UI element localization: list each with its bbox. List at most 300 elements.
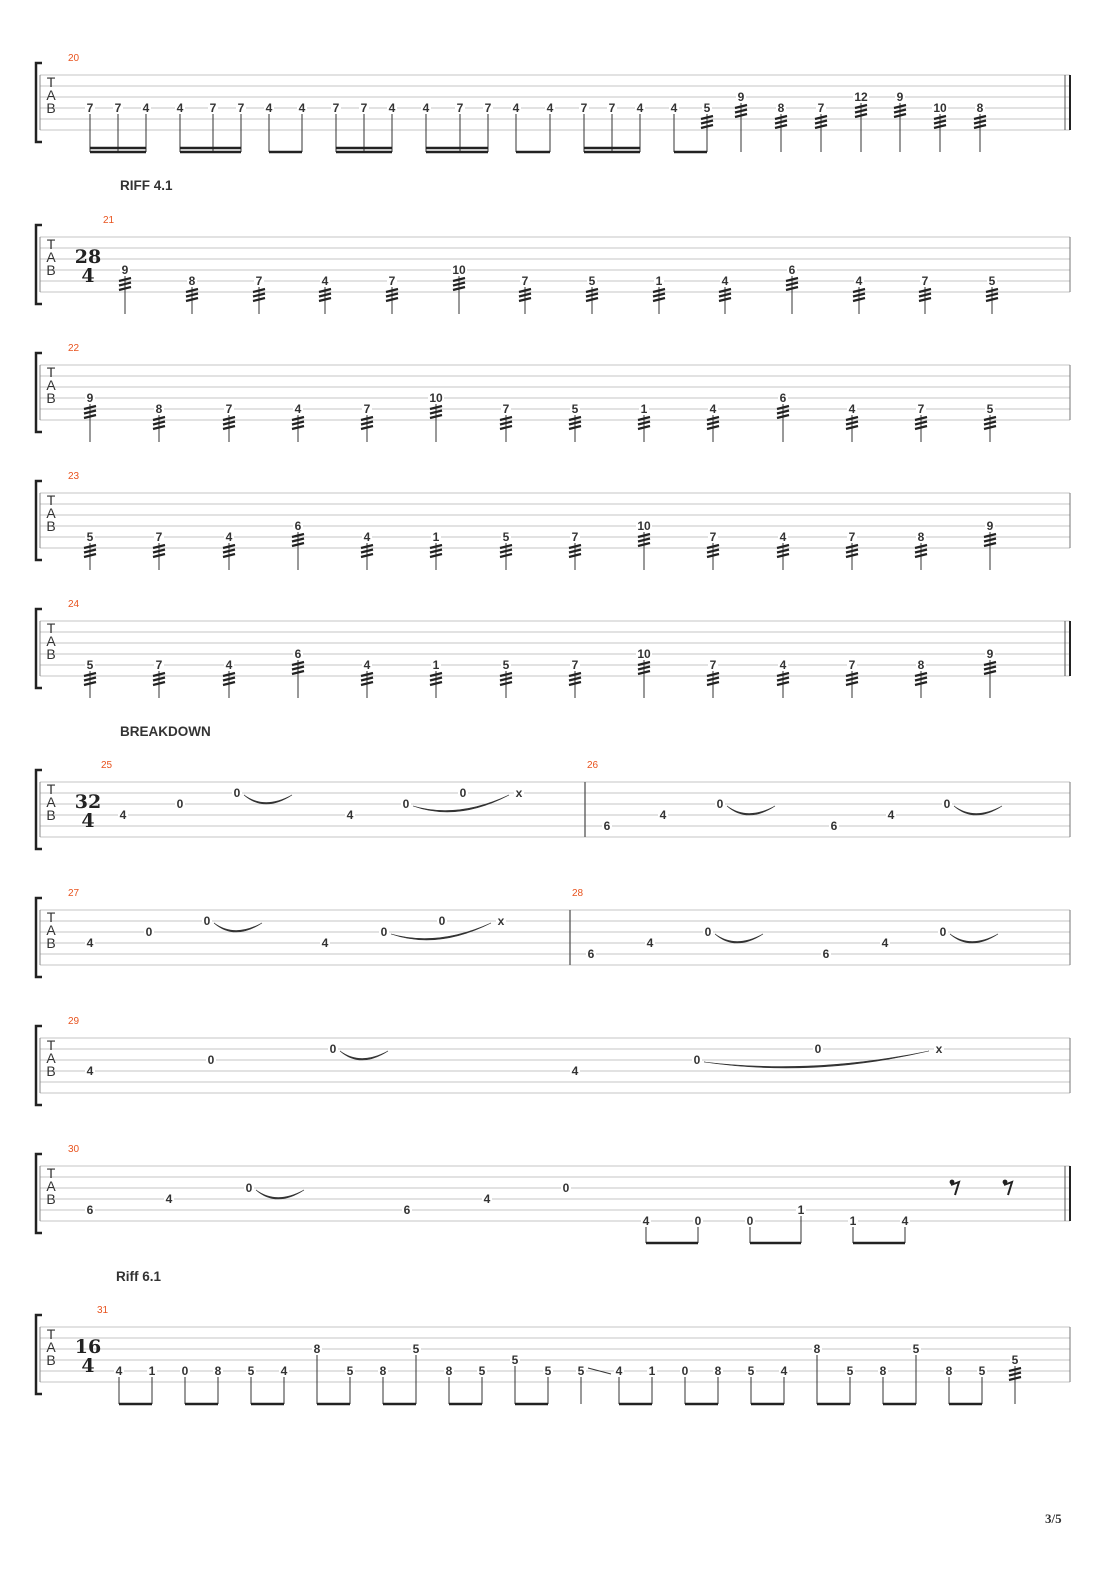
fret-number: 8 <box>917 658 925 672</box>
measure-number: 29 <box>68 1016 80 1027</box>
eighth-rest-icon <box>1003 1180 1012 1195</box>
tremolo-slash <box>361 682 373 685</box>
fret-number: 6 <box>294 647 302 661</box>
tremolo-slash <box>894 114 906 117</box>
tremolo-slash <box>853 294 865 297</box>
tremolo-slash <box>430 682 442 685</box>
fret-number: 1 <box>432 658 440 672</box>
fret-number: 4 <box>225 658 233 672</box>
tremolo-slash <box>569 422 581 425</box>
fret-number: 6 <box>822 947 830 961</box>
tab-clef-letter: A <box>46 1050 56 1066</box>
tremolo-slash <box>430 678 442 681</box>
fret-number: 7 <box>255 274 263 288</box>
tremolo-slash <box>453 283 465 286</box>
tremolo-slash <box>361 422 373 425</box>
time-signature-bottom: 4 <box>81 1355 95 1377</box>
tremolo-slash <box>915 426 927 429</box>
tremolo-slash <box>1009 1373 1021 1376</box>
tremolo-slash <box>701 121 713 124</box>
tremolo-slash <box>855 114 867 117</box>
fret-number: 7 <box>817 101 825 115</box>
fret-number: 6 <box>603 819 611 833</box>
section-label: Riff 6.1 <box>116 1269 162 1284</box>
tab-clef-letter: T <box>46 364 56 380</box>
tremolo-slash <box>638 671 650 674</box>
tremolo-slash <box>119 287 131 290</box>
tremolo-slash <box>735 114 747 117</box>
tremolo-slash <box>223 682 235 685</box>
fret-number: 0 <box>939 925 947 939</box>
tab-clef-letter: T <box>46 909 56 925</box>
tremolo-slash <box>986 298 998 301</box>
fret-number: 6 <box>779 391 787 405</box>
tab-clef-letter: T <box>46 1326 56 1342</box>
tremolo-slash <box>253 298 265 301</box>
tremolo-slash <box>292 543 304 546</box>
tremolo-slash <box>569 678 581 681</box>
fret-number: 6 <box>788 263 796 277</box>
tremolo-slash <box>777 411 789 414</box>
tremolo-slash <box>186 294 198 297</box>
tremolo-slash <box>361 426 373 429</box>
fret-number: 4 <box>780 1364 788 1378</box>
tab-system <box>36 53 1070 152</box>
tremolo-slash <box>707 422 719 425</box>
fret-number: 8 <box>917 530 925 544</box>
tremolo-slash <box>223 554 235 557</box>
tremolo-slash <box>915 682 927 685</box>
tremolo-slash <box>915 422 927 425</box>
fret-number: 5 <box>1011 1353 1019 1367</box>
tremolo-slash <box>119 283 131 286</box>
tremolo-slash <box>153 422 165 425</box>
tremolo-slash <box>974 125 986 128</box>
tremolo-slash <box>500 422 512 425</box>
tab-clef-letter: T <box>46 236 56 252</box>
tremolo-slash <box>984 667 996 670</box>
tremolo-slash <box>719 294 731 297</box>
tremolo-slash <box>915 554 927 557</box>
fret-number: 4 <box>119 808 127 822</box>
fret-number: 4 <box>176 101 184 115</box>
fret-number: 5 <box>988 274 996 288</box>
fret-number: 7 <box>155 658 163 672</box>
tremolo-slash <box>569 554 581 557</box>
fret-number: 5 <box>986 402 994 416</box>
tremolo-slash <box>894 110 906 113</box>
fret-number: 4 <box>280 1364 288 1378</box>
time-signature-top: 32 <box>74 791 102 813</box>
measure-number: 27 <box>68 888 80 899</box>
tremolo-slash <box>430 550 442 553</box>
tab-system <box>36 724 1070 849</box>
measure-number: 22 <box>68 343 80 354</box>
tremolo-slash <box>569 426 581 429</box>
section-label: BREAKDOWN <box>120 724 211 739</box>
fret-number: 7 <box>709 530 717 544</box>
time-signature-bottom: 4 <box>81 810 95 832</box>
fret-number: 7 <box>709 658 717 672</box>
tab-system <box>36 178 1070 314</box>
fret-number: 4 <box>115 1364 123 1378</box>
fret-number: 7 <box>521 274 529 288</box>
fret-number: 1 <box>640 402 648 416</box>
fret-number: 7 <box>225 402 233 416</box>
tremolo-slash <box>786 287 798 290</box>
tremolo-slash <box>519 298 531 301</box>
fret-number: 4 <box>86 1064 94 1078</box>
tremolo-slash <box>984 543 996 546</box>
tremolo-slash <box>815 121 827 124</box>
tremolo-slash <box>586 294 598 297</box>
tie-curve <box>214 923 262 932</box>
fret-number: 6 <box>587 947 595 961</box>
fret-number: 4 <box>363 530 371 544</box>
fret-number: 1 <box>648 1364 656 1378</box>
fret-number: 10 <box>637 647 651 661</box>
tab-system <box>36 599 1070 698</box>
fret-number: 8 <box>945 1364 953 1378</box>
tab-clef-letter: B <box>46 1063 56 1079</box>
tremolo-slash <box>319 294 331 297</box>
fret-number: 7 <box>848 530 856 544</box>
fret-number: 7 <box>608 101 616 115</box>
fret-number: 4 <box>142 101 150 115</box>
tremolo-slash <box>586 298 598 301</box>
tremolo-slash <box>1009 1377 1021 1380</box>
tab-clef-letter: T <box>46 1037 56 1053</box>
tremolo-slash <box>707 550 719 553</box>
fret-number: 5 <box>703 101 711 115</box>
tab-clef-letter: B <box>46 262 56 278</box>
fret-number: 0 <box>716 797 724 811</box>
fret-number: 4 <box>512 101 520 115</box>
fret-number: 4 <box>659 808 667 822</box>
fret-number: 8 <box>813 1342 821 1356</box>
fret-number: 8 <box>777 101 785 115</box>
tremolo-slash <box>638 543 650 546</box>
eighth-rest-icon <box>950 1180 959 1195</box>
time-signature-top: 28 <box>74 246 102 268</box>
tab-clef-letter: B <box>46 1352 56 1368</box>
fret-number: 9 <box>121 263 129 277</box>
tab-clef-letter: A <box>46 1178 56 1194</box>
tremolo-slash <box>430 411 442 414</box>
fret-number: 4 <box>779 530 787 544</box>
tremolo-slash <box>846 422 858 425</box>
fret-number: 6 <box>294 519 302 533</box>
tab-clef-letter: A <box>46 1339 56 1355</box>
fret-number: 4 <box>388 101 396 115</box>
fret-number: 0 <box>329 1042 337 1056</box>
fret-number: 4 <box>670 101 678 115</box>
fret-number: 7 <box>580 101 588 115</box>
fret-number: 10 <box>429 391 443 405</box>
fret-number: 9 <box>986 519 994 533</box>
fret-number: 4 <box>881 936 889 950</box>
fret-number: 4 <box>721 274 729 288</box>
fret-number: 4 <box>165 1192 173 1206</box>
fret-number: 0 <box>943 797 951 811</box>
fret-number: 4 <box>855 274 863 288</box>
tremolo-slash <box>707 678 719 681</box>
tab-clef-letter: B <box>46 1191 56 1207</box>
tremolo-slash <box>638 667 650 670</box>
tab-clef-letter: A <box>46 87 56 103</box>
tremolo-slash <box>386 294 398 297</box>
fret-number: 0 <box>681 1364 689 1378</box>
fret-number: 4 <box>646 936 654 950</box>
tremolo-slash <box>775 121 787 124</box>
fret-number: 5 <box>502 530 510 544</box>
tremolo-slash <box>984 426 996 429</box>
tie-curve <box>950 934 998 943</box>
tremolo-slash <box>915 550 927 553</box>
fret-number: 4 <box>709 402 717 416</box>
fret-number: 8 <box>976 101 984 115</box>
fret-number: 0 <box>402 797 410 811</box>
fret-number: x <box>497 914 505 928</box>
fret-number: 4 <box>294 402 302 416</box>
page-number: 3/5 <box>1045 1511 1062 1526</box>
tremolo-slash <box>984 671 996 674</box>
tremolo-slash <box>719 298 731 301</box>
tremolo-slash <box>223 678 235 681</box>
tremolo-slash <box>153 550 165 553</box>
tremolo-slash <box>84 415 96 418</box>
fret-number: 0 <box>145 925 153 939</box>
fret-number: 5 <box>912 1342 920 1356</box>
tremolo-slash <box>653 298 665 301</box>
tremolo-slash <box>253 294 265 297</box>
tremolo-slash <box>707 426 719 429</box>
fret-number: 4 <box>86 936 94 950</box>
fret-number: 7 <box>86 101 94 115</box>
fret-number: 9 <box>986 647 994 661</box>
tremolo-slash <box>84 554 96 557</box>
tremolo-slash <box>974 121 986 124</box>
fret-number: 0 <box>814 1042 822 1056</box>
tremolo-slash <box>500 682 512 685</box>
tie-curve <box>727 806 775 815</box>
tremolo-slash <box>386 298 398 301</box>
tremolo-slash <box>777 678 789 681</box>
tab-system <box>36 1144 1070 1243</box>
tie-curve <box>340 1051 388 1060</box>
fret-number: 4 <box>848 402 856 416</box>
fret-number: 5 <box>747 1364 755 1378</box>
tremolo-slash <box>292 667 304 670</box>
fret-number: 5 <box>502 658 510 672</box>
tremolo-slash <box>84 678 96 681</box>
fret-number: 1 <box>797 1203 805 1217</box>
fret-number: 0 <box>694 1214 702 1228</box>
tremolo-slash <box>430 554 442 557</box>
fret-number: 0 <box>233 786 241 800</box>
tremolo-slash <box>707 554 719 557</box>
tie-curve <box>715 934 763 943</box>
tie-curve <box>256 1190 304 1199</box>
fret-number: 7 <box>456 101 464 115</box>
time-signature-top: 16 <box>74 1336 102 1358</box>
tab-clef-letter: B <box>46 518 56 534</box>
fret-number: 8 <box>379 1364 387 1378</box>
measure-number: 25 <box>101 760 113 771</box>
fret-number: 7 <box>155 530 163 544</box>
tremolo-slash <box>519 294 531 297</box>
tremolo-slash <box>430 415 442 418</box>
fret-number: 7 <box>917 402 925 416</box>
fret-number: 7 <box>114 101 122 115</box>
fret-number: 4 <box>265 101 273 115</box>
fret-number: 5 <box>577 1364 585 1378</box>
fret-number: x <box>935 1042 943 1056</box>
fret-number: 8 <box>714 1364 722 1378</box>
fret-number: 4 <box>321 274 329 288</box>
fret-number: 4 <box>225 530 233 544</box>
tremolo-slash <box>777 415 789 418</box>
tremolo-slash <box>735 110 747 113</box>
tremolo-slash <box>984 422 996 425</box>
tremolo-slash <box>986 294 998 297</box>
fret-number: 6 <box>403 1203 411 1217</box>
fret-number: 8 <box>214 1364 222 1378</box>
fret-number: 5 <box>412 1342 420 1356</box>
tremolo-slash <box>777 554 789 557</box>
fret-number: 6 <box>86 1203 94 1217</box>
tremolo-slash <box>638 426 650 429</box>
tremolo-slash <box>223 422 235 425</box>
tremolo-slash <box>292 426 304 429</box>
tab-clef-letter: A <box>46 633 56 649</box>
fret-number: 7 <box>571 530 579 544</box>
fret-number: 4 <box>363 658 371 672</box>
fret-number: 0 <box>459 786 467 800</box>
tremolo-slash <box>775 125 787 128</box>
tab-system <box>36 471 1070 570</box>
tremolo-slash <box>500 678 512 681</box>
tremolo-slash <box>569 550 581 553</box>
measure-number: 20 <box>68 53 80 64</box>
tab-clef-letter: T <box>46 1165 56 1181</box>
fret-number: 7 <box>360 101 368 115</box>
fret-number: 0 <box>746 1214 754 1228</box>
tremolo-slash <box>223 550 235 553</box>
fret-number: 4 <box>571 1064 579 1078</box>
fret-number: 5 <box>346 1364 354 1378</box>
tremolo-slash <box>934 121 946 124</box>
tab-clef-letter: T <box>46 620 56 636</box>
tab-clef-letter: T <box>46 492 56 508</box>
fret-number: 4 <box>483 1192 491 1206</box>
tremolo-slash <box>855 110 867 113</box>
tremolo-slash <box>153 426 165 429</box>
tremolo-slash <box>500 554 512 557</box>
fret-number: 4 <box>636 101 644 115</box>
tremolo-slash <box>934 125 946 128</box>
fret-number: 5 <box>86 530 94 544</box>
tremolo-slash <box>453 287 465 290</box>
fret-number: 0 <box>181 1364 189 1378</box>
tremolo-slash <box>846 554 858 557</box>
measure-number: 23 <box>68 471 80 482</box>
tremolo-slash <box>500 550 512 553</box>
fret-number: 7 <box>237 101 245 115</box>
fret-number: 7 <box>388 274 396 288</box>
fret-number: 8 <box>313 1342 321 1356</box>
fret-number: 1 <box>148 1364 156 1378</box>
tie-curve <box>954 806 1002 815</box>
fret-number: 5 <box>511 1353 519 1367</box>
tremolo-slash <box>919 298 931 301</box>
tremolo-slash <box>846 678 858 681</box>
fret-number: 0 <box>207 1053 215 1067</box>
tremolo-slash <box>361 554 373 557</box>
tab-clef-letter: B <box>46 646 56 662</box>
fret-number: 5 <box>571 402 579 416</box>
fret-number: x <box>515 786 523 800</box>
fret-number: 10 <box>452 263 466 277</box>
fret-number: 5 <box>846 1364 854 1378</box>
fret-number: 4 <box>642 1214 650 1228</box>
tremolo-slash <box>653 294 665 297</box>
tab-system <box>36 343 1070 442</box>
tab-system <box>36 888 1070 977</box>
fret-number: 4 <box>298 101 306 115</box>
tab-clef-letter: B <box>46 807 56 823</box>
fret-number: 7 <box>571 658 579 672</box>
fret-number: 0 <box>693 1053 701 1067</box>
fret-number: 4 <box>615 1364 623 1378</box>
tremolo-slash <box>84 682 96 685</box>
tab-clef-letter: A <box>46 249 56 265</box>
tremolo-slash <box>815 125 827 128</box>
measure-number: 24 <box>68 599 80 610</box>
tremolo-slash <box>786 283 798 286</box>
time-signature-bottom: 4 <box>81 265 95 287</box>
tremolo-slash <box>153 682 165 685</box>
fret-number: 0 <box>438 914 446 928</box>
fret-number: 1 <box>849 1214 857 1228</box>
fret-number: 6 <box>830 819 838 833</box>
measure-number: 28 <box>572 888 584 899</box>
fret-number: 4 <box>321 936 329 950</box>
tremolo-slash <box>361 678 373 681</box>
tremolo-slash <box>292 671 304 674</box>
fret-number: 9 <box>86 391 94 405</box>
tremolo-slash <box>984 539 996 542</box>
tab-clef-letter: T <box>46 781 56 797</box>
fret-number: 4 <box>422 101 430 115</box>
fret-number: 12 <box>854 90 868 104</box>
tremolo-slash <box>707 682 719 685</box>
fret-number: 0 <box>704 925 712 939</box>
fret-number: 9 <box>896 90 904 104</box>
tremolo-slash <box>915 678 927 681</box>
tremolo-slash <box>777 550 789 553</box>
fret-number: 5 <box>978 1364 986 1378</box>
fret-number: 7 <box>209 101 217 115</box>
measure-number: 30 <box>68 1144 80 1155</box>
tremolo-slash <box>919 294 931 297</box>
fret-number: 7 <box>502 402 510 416</box>
fret-number: 5 <box>544 1364 552 1378</box>
fret-number: 1 <box>432 530 440 544</box>
fret-number: 0 <box>176 797 184 811</box>
tremolo-slash <box>84 411 96 414</box>
fret-number: 0 <box>245 1181 253 1195</box>
